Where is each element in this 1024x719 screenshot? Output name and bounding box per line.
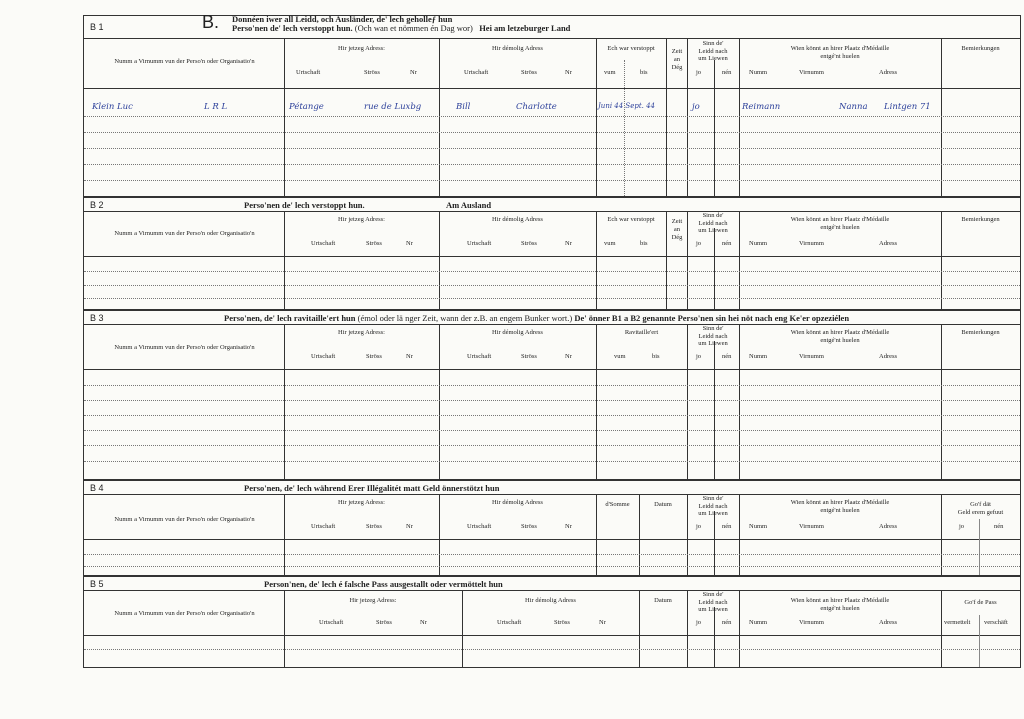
section-b4: B 4 Perso'nen, de' lech während Erer Illégalitét matt Geld önnerstötzt hun Numm a Virnumm vun der Perso'n oder Organisatio'n Hir jetzeg Adress: Urtschaft Ströss Nr Hir démolig Adress Urtschaft Ströss Nr d'Somme Datum Sinn de' Leidd nach um Liewen jo nén Wien könnt an hirer Plaatz d'Médaille entgé'nt huelen Numm Virnumm Adress Go'f dät Geld erem gefuut jo nén <box>83 480 1021 576</box>
handwritten-name: Klein Luc <box>92 102 133 112</box>
handwritten-medal-name: Reimann <box>742 102 781 112</box>
col-time: Zeit an Dég <box>671 48 683 71</box>
section-code: B 1 <box>90 22 104 32</box>
handwritten-medal-first: Nanna <box>839 102 868 112</box>
col-date: Datum <box>654 501 672 508</box>
section-b2-heading: Perso'nen de' lech verstoppt hun. <box>244 200 365 210</box>
section-b5-heading: Person'nen, de' lech é falsche Pass ausgestallt oder vermöttelt hun <box>264 579 503 589</box>
col-nr: Nr <box>410 69 417 76</box>
form-letter: B. <box>202 12 220 32</box>
col-remarks: Bemierkungen <box>961 45 1000 52</box>
handwritten-org: L R L <box>204 102 228 112</box>
col-pass: Go'f de Pass <box>964 599 997 606</box>
section-b2-heading-location: Am Ausland <box>446 200 492 210</box>
col-pass-mediated: vermettelt <box>944 619 971 626</box>
col-street: Ströss <box>521 69 537 76</box>
section-code: B 3 <box>90 313 104 323</box>
section-b5: B 5 Person'nen, de' lech é falsche Pass ausgestallt oder vermöttelt hun Numm a Virnumm vun der Perso'n oder Organisatio'n Hir jetzeg Adress: Urtschaft Ströss Nr Hir démolig Adress Urtschaft Ströss Nr Datum Sinn de' Leidd nach um Liewen jo nén Wien könnt an hirer Plaatz d'Médaille entgé'nt huelen Numm Virnumm Adress Go'f de Pass vermettelt verschäft <box>83 576 1021 668</box>
col-pass-procured: verschäft <box>984 619 1008 626</box>
handwritten-hid-dates: Juni 44 Sept. 44 <box>598 102 656 110</box>
section-code: B 2 <box>90 200 104 210</box>
col-ravitaille: Ravitaille'ert <box>624 329 659 336</box>
col-place: Urtschaft <box>464 69 489 76</box>
col-no: nén <box>722 69 732 76</box>
section-b2: B 2 Perso'nen de' lech verstoppt hun. Am Ausland Numm a Virnumm vun der Perso'n oder Organisatio'n Hir jetzeg Adress: Urtschaft Ströss Nr Hir démolig Adress Urtschaft Ströss Nr Ech war verstoppt vum bis Zeit an Dég Sinn de' Leidd nach um Liewen jo nén Wien könnt an hirer Plaatz d'Médaille entgé'nt huelen Numm Virnumm Adress Bemierkungen <box>83 197 1021 310</box>
col-from: vum <box>604 69 616 76</box>
col-saved: Sinn de' Leidd nach um Liewen <box>698 40 728 62</box>
section-b3-heading: Perso'nen, de' lech ravitaille'ert hun (émol oder lä nger Zeit, wann der z.B. an engem Bunker wort.) De' önner B1 a B2 genannte Perso'nen sin hei nöt nach eng Ke'er opzeziélen <box>224 313 850 323</box>
section-code: B 5 <box>90 579 104 589</box>
section-b3: B 3 Perso'nen, de' lech ravitaille'ert hun (émol oder lä nger Zeit, wann der z.B. an engem Bunker wort.) De' önner B1 a B2 genannte Perso'nen sin hei nöt nach eng Ke'er opzeziélen Numm a Virnumm vun der Perso'n oder Organisatio'n Hir jetzeg Adress: Urtschaft Ströss Nr Hir démolig Adress Urtschaft Ströss Nr Ravitaille'ert vum bis Sinn de' Leidd nach um Liewen jo nén Wien könnt an hirer Plaatz d'Médaille entgé'nt huelen Numm Virnumm Adress Bemierkungen <box>83 310 1021 480</box>
col-nr: Nr <box>565 69 572 76</box>
section-b1-heading: Donnéen iwer all Leidd, och Ausländer, de' lech geholleƒ hun Perso'nen de' lech verstoppt hun. (Och wan et nömmen én Dag wor) Hei am letzeburger Land <box>232 14 571 33</box>
handwritten-current-place: Pétange <box>289 102 324 112</box>
col-current-address: Hir jetzeg Adress: <box>338 45 385 52</box>
section-b4-heading: Perso'nen, de' lech während Erer Illégalitét matt Geld önnerstötzt hun <box>244 483 500 493</box>
col-to: bis <box>640 69 648 76</box>
handwritten-medal-address: Lintgen 71 <box>884 102 931 112</box>
section-b1-title-bar <box>84 12 1020 39</box>
col-place: Urtschaft <box>296 69 321 76</box>
col-medal-first: Virnumm <box>799 69 824 76</box>
col-medal: Wien könnt an hirer Plaatz d'Médaille entgé'nt huelen <box>790 45 890 60</box>
handwritten-former-street: Charlotte <box>516 102 557 112</box>
handwritten-current-street: rue de Luxbg <box>364 102 422 112</box>
col-street: Ströss <box>364 69 380 76</box>
col-name-header: Numm a Virnumm vun der Perso'n oder Organisatio'n <box>114 58 255 65</box>
handwritten-saved: jo <box>692 102 700 112</box>
section-code: B 4 <box>90 483 104 493</box>
col-medal-address: Adress <box>879 69 898 76</box>
col-refund: Go'f dät Geld erem gefuut <box>957 501 1004 516</box>
handwritten-former-place: Bill <box>456 102 471 112</box>
section-b1 <box>83 12 1021 197</box>
col-former-address: Hir démolig Adress <box>492 45 543 52</box>
col-hid: Ech war verstoppt <box>607 45 655 52</box>
col-yes: jo <box>696 69 702 76</box>
col-sum: d'Somme <box>605 501 630 508</box>
col-medal-name: Numm <box>749 69 768 76</box>
